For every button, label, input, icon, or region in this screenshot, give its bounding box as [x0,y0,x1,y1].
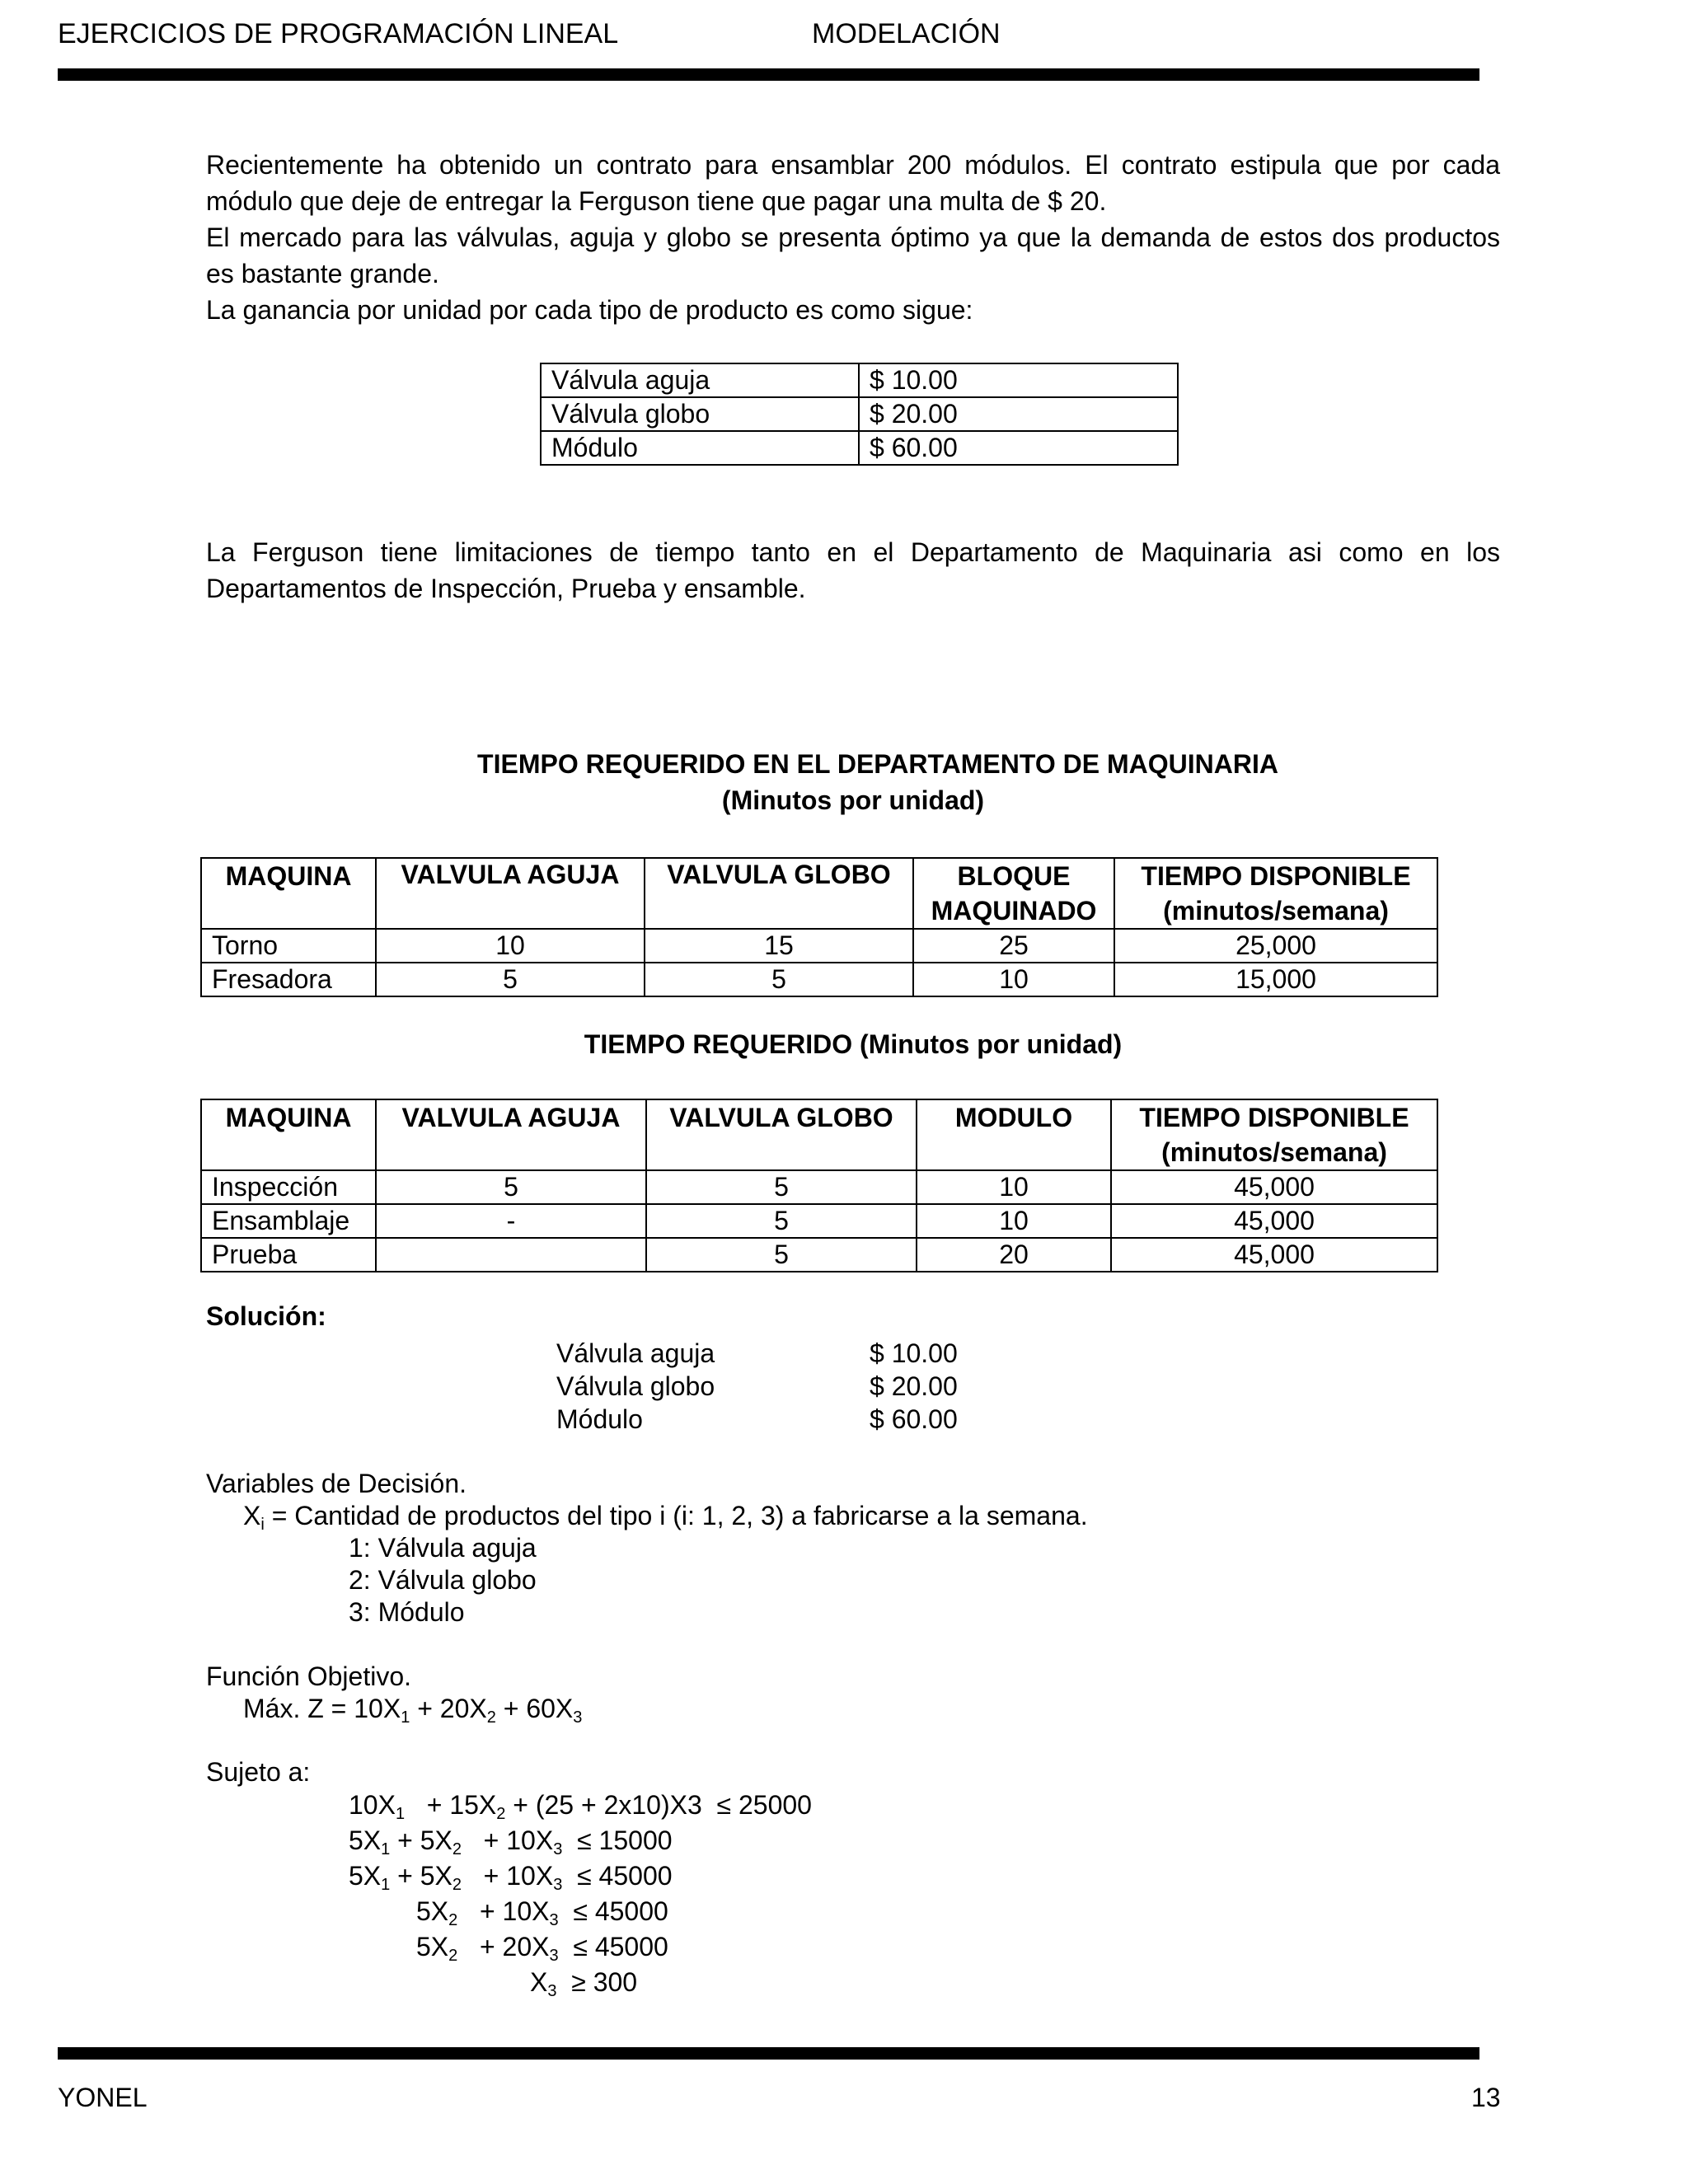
solution-price: $ 10.00 [870,1338,958,1368]
decision-label: Variables de Decisión. [206,1469,467,1498]
objective-function: Máx. $Z = 10X_1 + 20X_2 + 60X_3$ [243,1694,583,1727]
objective-prefix: Máx. Z = [243,1694,354,1723]
solution-product: Válvula aguja [556,1338,715,1368]
intro-p2-line2: es bastante grande. [206,259,439,288]
cell: 5 [376,1170,646,1204]
table-header-row [201,1099,1437,1170]
intro-p1-line2: módulo que deje de entregar la Ferguson tiene que pagar una multa de $ 20. [206,186,1107,216]
table-row [201,929,1437,963]
col-header: VALVULA GLOBO [646,1099,917,1170]
profit-value: $ 60.00 [859,431,1178,465]
limits-line1: La Ferguson tiene limitaciones de tiempo tanto en el Departamento de Maquinaria asi como en los [206,537,1500,567]
machine-name: Inspección [201,1170,376,1204]
decision-option: 2: Válvula globo [349,1565,537,1595]
decision-option: 3: Módulo [349,1597,465,1627]
col-header-line: (minutos/semana) [1161,1137,1387,1167]
cell: 15,000 [1114,963,1437,996]
col-header: MAQUINA [201,858,376,929]
cell: - [376,1204,646,1238]
cell: 25,000 [1114,929,1437,963]
cell: 5 [645,963,913,996]
cell: 10 [917,1170,1111,1204]
table2-title: TIEMPO REQUERIDO (Minutos por unidad) [584,1029,1123,1059]
cell: 20 [917,1238,1111,1272]
table-row [201,1204,1437,1238]
intro-p1-line1: Recientemente ha obtenido un contrato para ensamblar 200 módulos. El contrato estipula que por cada [206,150,1500,180]
machine-name: Ensamblaje [201,1204,376,1238]
table1-subtitle: (Minutos por unidad) [721,785,985,815]
header-section: MODELACIÓN [812,18,1001,49]
solution-product: Válvula globo [556,1371,715,1401]
constraint: $5X_1 + 5X_2 + 10X_3 \le 15000$ [349,1825,673,1858]
col-header [1111,1099,1437,1170]
subject-label: Sujeto a: [206,1757,311,1787]
cell: 5 [646,1204,917,1238]
table-row [201,1238,1437,1272]
constraint: $10X_1 + 15X_2 + (25 + 2x10)X3 \le 25000$ [349,1790,812,1823]
solution-price: $ 60.00 [870,1404,958,1434]
objective-label: Función Objetivo. [206,1661,412,1691]
table-row [541,431,1178,465]
col-header [1114,858,1437,929]
cell: 10 [376,929,645,963]
cell: 15 [645,929,913,963]
header-title: EJERCICIOS DE PROGRAMACIÓN LINEAL [58,18,619,49]
header-rule [58,68,1479,81]
decision-var: X [243,1501,261,1530]
profit-product: Válvula aguja [541,363,859,397]
col-header [913,858,1114,929]
cell: 5 [376,963,645,996]
cell: 10 [913,963,1114,996]
col-header-line: TIEMPO DISPONIBLE [1141,861,1411,891]
cell: 45,000 [1111,1170,1437,1204]
page-number: 13 [1471,2083,1501,2112]
decision-option: 1: Válvula aguja [349,1533,537,1563]
col-header: MAQUINA [201,1099,376,1170]
table-row [201,963,1437,996]
col-header: VALVULA AGUJA [376,1099,646,1170]
cell: 25 [913,929,1114,963]
table-row [201,1170,1437,1204]
col-header-line: BLOQUE [957,861,1071,891]
col-header: VALVULA GLOBO [645,858,913,929]
profit-value: $ 10.00 [859,363,1178,397]
col-header: VALVULA AGUJA [376,858,645,929]
col-header-line: (minutos/semana) [1163,896,1389,926]
footer-author: YONEL [58,2083,148,2112]
constraint: $X_3 \ge 300$ [530,1967,638,2000]
machine-name: Fresadora [201,963,376,996]
decision-definition [243,1499,1088,1532]
profit-table [540,363,1179,466]
solution-label: Solución: [206,1301,326,1331]
decision-sub: i [260,1516,265,1534]
cell: 5 [646,1170,917,1204]
table1-title: TIEMPO REQUERIDO EN EL DEPARTAMENTO DE MAQUINARIA [477,749,1278,779]
cell [376,1238,646,1272]
constraint: $5X_2 + 10X_3 \le 45000$ [416,1896,668,1929]
intro-p3: La ganancia por unidad por cada tipo de producto es como sigue: [206,295,973,325]
profit-product: Módulo [541,431,859,465]
decision-text: = Cantidad de productos del tipo i (i: 1, 2, 3) a fabricarse a la semana. [264,1501,1088,1530]
cell: 45,000 [1111,1238,1437,1272]
table-row [541,397,1178,431]
machining-table [200,857,1438,997]
table-row [541,363,1178,397]
limits-line2: Departamentos de Inspección, Prueba y ensamble. [206,574,806,603]
cell: 5 [646,1238,917,1272]
intro-p2-line1: El mercado para las válvulas, aguja y globo se presenta óptimo ya que la demanda de estos dos productos [206,223,1500,252]
machine-name: Prueba [201,1238,376,1272]
col-header-line: TIEMPO DISPONIBLE [1139,1103,1409,1132]
solution-price: $ 20.00 [870,1371,958,1401]
cell: 45,000 [1111,1204,1437,1238]
profit-value: $ 20.00 [859,397,1178,431]
col-header-line: MAQUINADO [931,896,1097,926]
inspection-table [200,1099,1438,1272]
constraint: $5X_2 + 20X_3 \le 45000$ [416,1932,668,1965]
table-header-row [201,858,1437,929]
profit-product: Válvula globo [541,397,859,431]
machine-name: Torno [201,929,376,963]
footer-rule [58,2047,1479,2060]
cell: 10 [917,1204,1111,1238]
solution-product: Módulo [556,1404,643,1434]
constraint: $5X_1 + 5X_2 + 10X_3 \le 45000$ [349,1861,673,1894]
col-header: MODULO [917,1099,1111,1170]
